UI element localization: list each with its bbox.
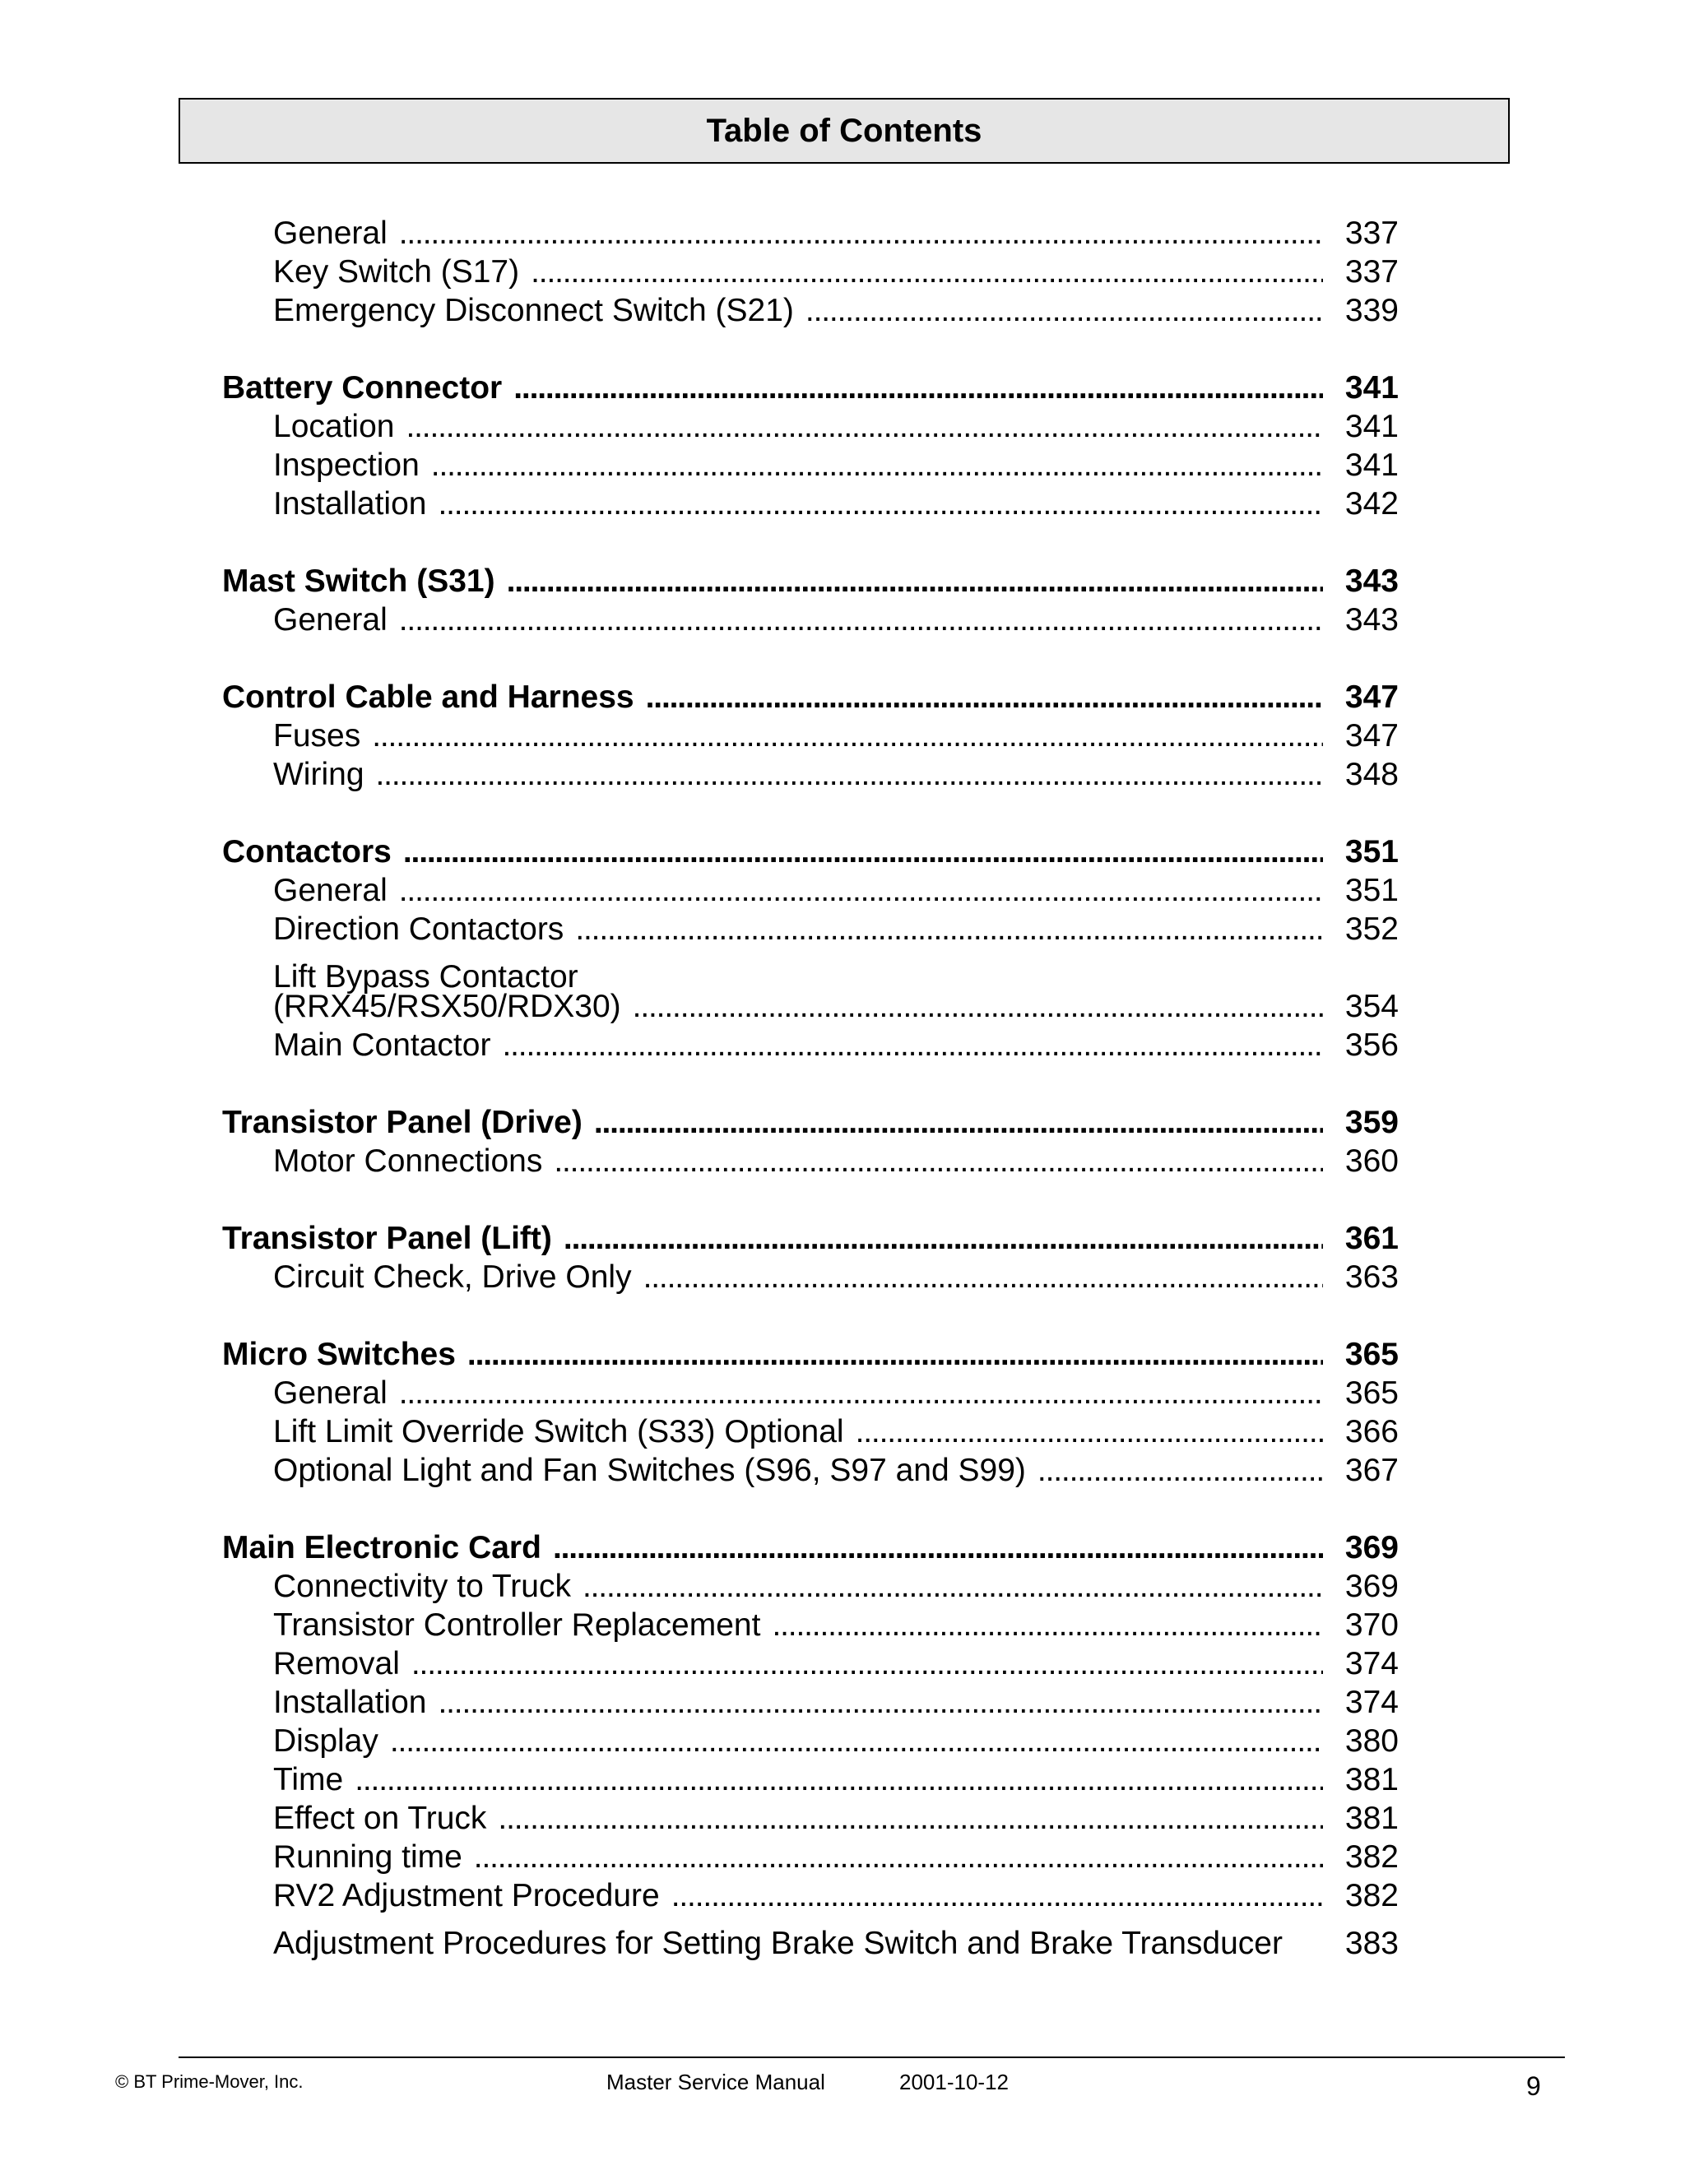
toc-entry-title: Contactors [222,834,392,869]
toc-entry-title: Mast Switch (S31) [222,563,495,599]
toc-page-number: 365 [1344,1375,1399,1411]
dot-leader [406,407,1323,446]
toc-entry-title: Time [273,1762,344,1797]
toc-subentry[interactable] [222,1412,1399,1451]
footer-date: 2001-10-12 [899,2070,1009,2094]
toc-page-number: 365 [1344,1337,1399,1372]
toc-subentry[interactable] [222,716,1399,755]
toc-page-number: 343 [1344,563,1399,599]
toc-entry-title: Motor Connections [273,1143,543,1179]
dot-leader [1037,1451,1323,1490]
toc-subentry[interactable] [222,1722,1399,1760]
table-of-contents [222,214,1399,1992]
toc-subentry[interactable] [222,1606,1399,1644]
toc-entry-title: Location [273,409,395,444]
toc-page-number: 380 [1344,1723,1399,1759]
toc-page-number: 381 [1344,1801,1399,1836]
dot-leader [575,910,1323,948]
toc-subentry[interactable] [222,446,1399,485]
toc-subentry[interactable] [222,1683,1399,1722]
toc-entry-title: Direction Contactors [273,911,564,947]
toc-entry-title: Effect on Truck [273,1801,487,1836]
dot-leader [372,716,1323,755]
dot-leader [474,1838,1323,1876]
toc-entry-title: Fuses [273,718,361,754]
toc-subentry[interactable] [222,1567,1399,1606]
toc-entry-title: Installation [273,1685,427,1720]
footer-copyright: © BT Prime-Mover, Inc. [115,2071,304,2092]
footer-divider [179,2056,1565,2058]
toc-subentry[interactable] [222,1760,1399,1799]
toc-heading-entry[interactable] [222,1219,1399,1258]
toc-entry-title: RV2 Adjustment Procedure [273,1878,660,1913]
toc-page-number: 361 [1344,1221,1399,1256]
dot-leader [646,678,1323,716]
toc-page-number: 342 [1344,486,1399,522]
toc-entry-title: Display [273,1723,378,1759]
toc-page-number: 341 [1344,370,1399,406]
toc-page-number: 374 [1344,1685,1399,1720]
toc-section [222,369,1399,523]
toc-subentry[interactable] [222,871,1399,910]
toc-entry-title: Lift Limit Override Switch (S33) Optional [273,1414,844,1449]
toc-page-number: 352 [1344,911,1399,947]
toc-subentry[interactable] [222,1838,1399,1876]
toc-section [222,1219,1399,1296]
toc-subentry[interactable] [222,1026,1399,1064]
toc-page-number: 366 [1344,1414,1399,1449]
toc-entry-title: Inspection [273,447,420,483]
toc-heading-entry[interactable] [222,369,1399,407]
toc-entry-title: General [273,1375,388,1411]
toc-page-number: 360 [1344,1143,1399,1179]
toc-entry-title: General [273,873,388,908]
toc-section [222,1103,1399,1180]
toc-entry-title: General [273,216,388,251]
dot-leader [583,1567,1323,1606]
dot-leader [554,1142,1323,1180]
toc-page-number: 356 [1344,1027,1399,1063]
toc-section [222,562,1399,639]
toc-heading-entry[interactable] [222,678,1399,716]
footer-page-number: 9 [1526,2071,1541,2101]
dot-leader [805,291,1323,330]
toc-page-number: 359 [1344,1105,1399,1140]
dot-leader [564,1219,1323,1258]
dot-leader [553,1528,1323,1567]
dot-leader [590,948,1323,987]
toc-heading-entry[interactable] [222,832,1399,871]
toc-subentry[interactable] [222,407,1399,446]
dot-leader [438,485,1323,523]
toc-entry-title: Main Electronic Card [222,1530,541,1565]
toc-subentry[interactable] [222,1876,1399,1915]
toc-heading-entry[interactable] [222,562,1399,600]
toc-entry-title: Micro Switches [222,1337,456,1372]
dot-leader [633,987,1323,1026]
dot-leader [399,600,1323,639]
toc-page-number: 337 [1344,216,1399,251]
toc-page-number: 374 [1344,1646,1399,1681]
dot-leader [502,1026,1323,1064]
toc-subentry[interactable] [222,910,1399,948]
toc-entry-title: Connectivity to Truck [273,1569,571,1604]
toc-page-number: 370 [1344,1607,1399,1643]
dot-leader [431,446,1323,485]
dot-leader [671,1876,1323,1915]
toc-subentry[interactable] [222,1799,1399,1838]
toc-entry-title: Transistor Panel (Drive) [222,1105,583,1140]
toc-entry-title: Optional Light and Fan Switches (S96, S97 and S99) [273,1453,1026,1488]
dot-leader [594,1103,1323,1142]
dot-leader [772,1606,1323,1644]
dot-leader [390,1722,1323,1760]
toc-page-number: 347 [1344,718,1399,754]
toc-page-number: 351 [1344,873,1399,908]
toc-entry-title: Lift Bypass Contactor [273,959,578,995]
dot-leader [399,1374,1323,1412]
dot-leader [438,1683,1323,1722]
toc-page-number: 369 [1344,1569,1399,1604]
toc-title-box [179,98,1510,164]
toc-subentry[interactable] [222,987,1399,1026]
toc-entry-title: Running time [273,1839,462,1875]
dot-leader [856,1412,1323,1451]
toc-page-number: 341 [1344,409,1399,444]
toc-entry-title: Main Contactor [273,1027,491,1063]
toc-subentry[interactable] [222,1142,1399,1180]
toc-section [222,832,1399,1064]
toc-page-number: 369 [1344,1530,1399,1565]
toc-page-number: 337 [1344,254,1399,290]
dot-leader [411,1644,1323,1683]
toc-page-number: 367 [1344,1453,1399,1488]
page-title: Table of Contents [706,112,982,149]
dot-leader [467,1335,1323,1374]
toc-page-number: 339 [1344,293,1399,328]
toc-page-number: 351 [1344,834,1399,869]
dot-leader [507,562,1323,600]
toc-subentry[interactable] [222,600,1399,639]
dot-leader [376,755,1323,794]
toc-entry-title: (RRX45/RSX50/RDX30) [273,989,621,1024]
toc-heading-entry[interactable] [222,1103,1399,1142]
toc-entry-title: Removal [273,1646,400,1681]
toc-entry-title: Control Cable and Harness [222,679,634,715]
toc-entry-title: General [273,602,388,638]
toc-page-number: 382 [1344,1839,1399,1875]
toc-entry-title: Key Switch (S17) [273,254,520,290]
dot-leader [355,1760,1323,1799]
toc-subentry[interactable] [222,214,1399,253]
toc-page-number: 343 [1344,602,1399,638]
toc-page-number: 381 [1344,1762,1399,1797]
dot-leader [403,832,1323,871]
toc-subentry[interactable] [222,485,1399,523]
dot-leader [513,369,1323,407]
toc-entry-title: Transistor Controller Replacement [273,1607,761,1643]
toc-subentry[interactable] [222,1374,1399,1412]
toc-entry-title: Wiring [273,757,364,792]
toc-page-number: 383 [1344,1926,1399,1961]
toc-subentry[interactable] [222,1258,1399,1296]
dot-leader [531,253,1323,291]
toc-section [222,1335,1399,1490]
dot-leader [1294,1915,1323,1954]
toc-page-number: 341 [1344,447,1399,483]
toc-subentry[interactable] [222,253,1399,291]
footer-manual-title: Master Service Manual [606,2070,825,2094]
toc-entry-title: Adjustment Procedures for Setting Brake Switch and Brake Transducer [273,1926,1283,1961]
toc-page-number: 354 [1344,989,1399,1024]
toc-subentry[interactable] [222,1644,1399,1683]
dot-leader [643,1258,1323,1296]
dot-leader [399,214,1323,253]
toc-subentry[interactable] [222,755,1399,794]
toc-subentry[interactable] [222,291,1399,330]
toc-entry-title: Battery Connector [222,370,503,406]
toc-subentry[interactable] [222,1451,1399,1490]
toc-heading-entry[interactable] [222,1335,1399,1374]
toc-entry-title: Emergency Disconnect Switch (S21) [273,293,794,328]
toc-page-number: 363 [1344,1259,1399,1295]
toc-subentry[interactable] [222,948,1399,995]
dot-leader [399,871,1323,910]
toc-subentry[interactable] [222,1915,1399,1961]
toc-entry-title: Transistor Panel (Lift) [222,1221,552,1256]
toc-entry-title: Installation [273,486,427,522]
toc-section [222,678,1399,794]
toc-page-number: 347 [1344,679,1399,715]
toc-page-number: 382 [1344,1878,1399,1913]
toc-section [222,214,1399,330]
toc-entry-title: Circuit Check, Drive Only [273,1259,632,1295]
toc-section [222,1528,1399,1961]
dot-leader [498,1799,1323,1838]
toc-heading-entry[interactable] [222,1528,1399,1567]
toc-page-number: 348 [1344,757,1399,792]
